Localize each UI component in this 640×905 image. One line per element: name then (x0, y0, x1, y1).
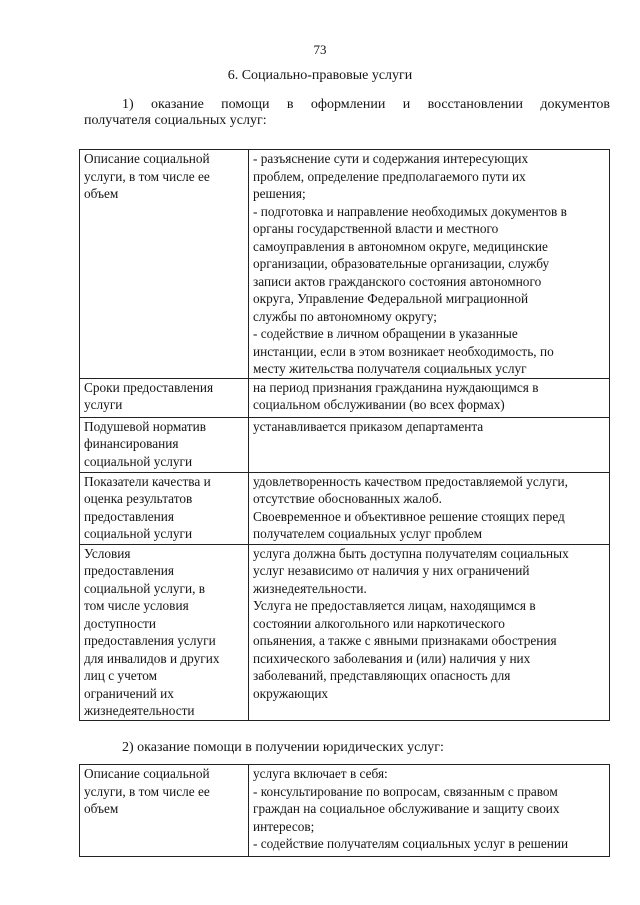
item-1-line-1: 1) оказание помощи в оформлении и восстановлении документов (122, 97, 610, 112)
row-label: Условия предоставления социальной услуги, в том числе условия доступности предоставления услуги для инвалидов и других лиц с учетом ограничений их жизнедеятельности (80, 544, 249, 720)
page-number: 73 (313, 42, 327, 57)
row-value: - разъяснение сути и содержания интересующих проблем, определение предполагаемого пути их решения; - подготовка и направление необходимых документов в органы государственной власти и местного самоуправления в автономном округе, медицинские организации, образовательные организации, службу записи актов гражданского состояния автономного округа, Управление Федеральной миграционной службы по автономному округу; - содействие в личном обращении в указанные инстанции, если в этом возникает необходимость, по месту жительства получателя социальных услуг (249, 150, 610, 379)
row-label: Описание социальной услуги, в том числе ее объем (80, 150, 249, 379)
row-label: Показатели качества и оценка результатов предоставления социальной услуги (80, 472, 249, 544)
section-title: 6. Социально-правовые услуги (227, 68, 413, 83)
table-row-quality (80, 472, 610, 544)
row-value: устанавливается приказом департамента (249, 417, 610, 472)
row-label: Подушевой норматив финансирования социальной услуги (80, 417, 249, 472)
row-value: услуга включает в себя: - консультирование по вопросам, связанным с правом граждан на социальное обслуживание и защиту своих интересов; - содействие получателям социальных услуг в решении (249, 765, 610, 857)
row-value: на период признания гражданина нуждающимся в социальном обслуживании (во всех формах) (249, 378, 610, 417)
row-value: услуга должна быть доступна получателям социальных услуг независимо от наличия у них ограничений жизнедеятельности. Услуга не предоставляется лицам, находящимся в состоянии алкогольного или наркотического опьянения, а также с явными признаками обострения психического заболевания и (или) наличия у них заболеваний, представляющих опасность для окружающих (249, 544, 610, 720)
row-label: Описание социальной услуги, в том числе ее объем (80, 765, 249, 857)
service-table-2 (79, 764, 610, 857)
table-row-funding (80, 417, 610, 472)
table-row-description (80, 765, 610, 857)
row-label: Сроки предоставления услуги (80, 378, 249, 417)
service-table-1 (79, 149, 610, 721)
item-2-heading: 2) оказание помощи в получении юридических услуг: (122, 740, 444, 755)
item-1-heading (84, 97, 610, 129)
row-value: удовлетворенность качеством предоставляемой услуги, отсутствие обоснованных жалоб. Своевременное и объективное решение стоящих перед получателем социальных услуг проблем (249, 472, 610, 544)
table-row-terms (80, 378, 610, 417)
table-row-description (80, 150, 610, 379)
item-1-line-2: получателя социальных услуг: (84, 113, 267, 128)
table-row-conditions (80, 544, 610, 720)
